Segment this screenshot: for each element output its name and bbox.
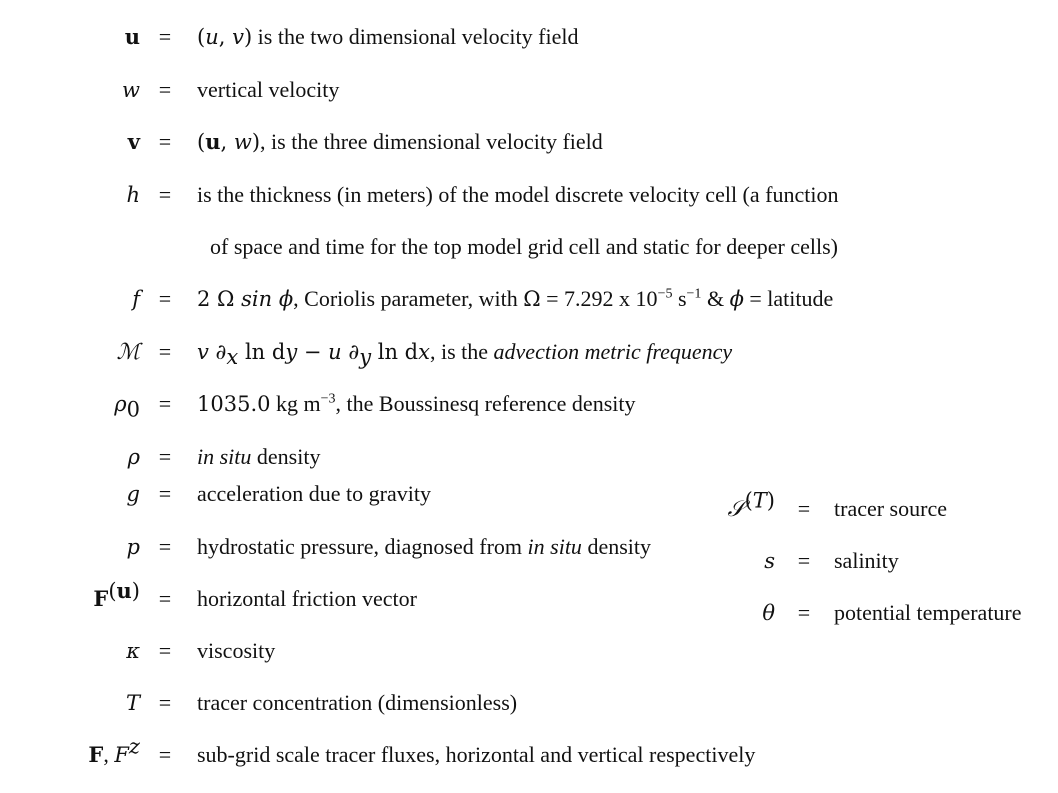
equals-sign: = bbox=[158, 129, 172, 154]
row-F bbox=[0, 734, 1058, 770]
description-kappa: viscosity bbox=[197, 638, 276, 663]
symbol-rho0: $\rho_0$ bbox=[114, 392, 140, 422]
description-F: sub-grid scale tracer fluxes, horizontal and vertical respectively bbox=[197, 742, 756, 767]
description-u: (u, v) is the two dimensional velocity field bbox=[197, 24, 579, 49]
equals-sign: = bbox=[158, 586, 172, 611]
equals-sign: = bbox=[158, 24, 172, 49]
description-Fu: horizontal friction vector bbox=[197, 586, 417, 611]
equals-sign: = bbox=[158, 444, 172, 469]
row-rho0 bbox=[0, 389, 1058, 422]
description-rho: in situ density bbox=[197, 444, 321, 469]
symbol-v: v bbox=[127, 129, 140, 154]
symbol-M: ℳ bbox=[116, 340, 140, 365]
row-s bbox=[0, 546, 1058, 576]
description-h-line2: of space and time for the top model grid cell and static for deeper cells) bbox=[210, 234, 838, 259]
row-f bbox=[0, 284, 1058, 314]
description-s: salinity bbox=[834, 548, 899, 573]
equals-sign: = bbox=[797, 548, 811, 573]
symbol-h: h bbox=[126, 183, 140, 207]
equals-sign: = bbox=[797, 496, 811, 521]
symbol-F: F, $F^z$ bbox=[88, 734, 140, 767]
row-theta bbox=[0, 598, 1058, 628]
equals-sign: = bbox=[158, 638, 172, 663]
row-w bbox=[0, 75, 1058, 105]
description-p: hydrostatic pressure, diagnosed from in situ density bbox=[197, 534, 651, 559]
symbol-w: w bbox=[122, 78, 140, 102]
description-w: vertical velocity bbox=[197, 77, 340, 102]
symbol-S: 𝒮$^{(T)}$ bbox=[727, 488, 775, 522]
equals-sign: = bbox=[158, 182, 172, 207]
equals-sign: = bbox=[158, 534, 172, 559]
symbol-kappa: κ bbox=[126, 639, 140, 663]
equals-sign: = bbox=[158, 77, 172, 102]
description-T: tracer concentration (dimensionless) bbox=[197, 690, 518, 715]
symbol-rho: ρ bbox=[127, 445, 140, 469]
description-h: is the thickness (in meters) of the model discrete velocity cell (a function bbox=[197, 182, 839, 207]
description-M: v $\partial_x$ ln dy − u $\partial_y$ ln dx, is the advection metric frequency bbox=[197, 339, 733, 370]
description-g: acceleration due to gravity bbox=[197, 481, 431, 506]
description-S: tracer source bbox=[834, 496, 947, 521]
equals-sign: = bbox=[158, 391, 172, 416]
row-M bbox=[0, 337, 1058, 370]
description-theta: potential temperature bbox=[834, 600, 1022, 625]
description-rho0: 1035.0 kg $m^{-3}$, the Boussinesq reference density bbox=[197, 391, 636, 416]
symbol-theta: θ bbox=[762, 601, 775, 625]
equals-sign: = bbox=[158, 742, 172, 767]
symbol-g: g bbox=[126, 482, 140, 506]
equals-sign: = bbox=[158, 690, 172, 715]
row-h-continued bbox=[0, 232, 1058, 262]
row-T bbox=[0, 688, 1058, 718]
description-f: 2 Ω sin ϕ, Coriolis parameter, with Ω = 7.292 x $10^{-5}$ $s^{-1}$ & ϕ = latitude bbox=[197, 286, 834, 311]
symbol-u: u bbox=[124, 24, 140, 49]
equals-sign: = bbox=[158, 339, 172, 364]
row-u bbox=[0, 22, 1058, 52]
description-v: (u, w), is the three dimensional velocity field bbox=[197, 129, 603, 154]
equals-sign: = bbox=[158, 481, 172, 506]
symbol-Fu: $F^{(u)}$ bbox=[93, 577, 140, 611]
equals-sign: = bbox=[158, 286, 172, 311]
symbol-s: s bbox=[764, 549, 775, 573]
equals-sign: = bbox=[797, 600, 811, 625]
row-rho bbox=[0, 442, 1058, 472]
symbol-p: p bbox=[126, 535, 140, 559]
row-kappa bbox=[0, 636, 1058, 666]
symbol-T: T bbox=[125, 691, 140, 715]
row-h bbox=[0, 180, 1058, 210]
symbol-f: f bbox=[132, 287, 140, 311]
row-v bbox=[0, 127, 1058, 157]
